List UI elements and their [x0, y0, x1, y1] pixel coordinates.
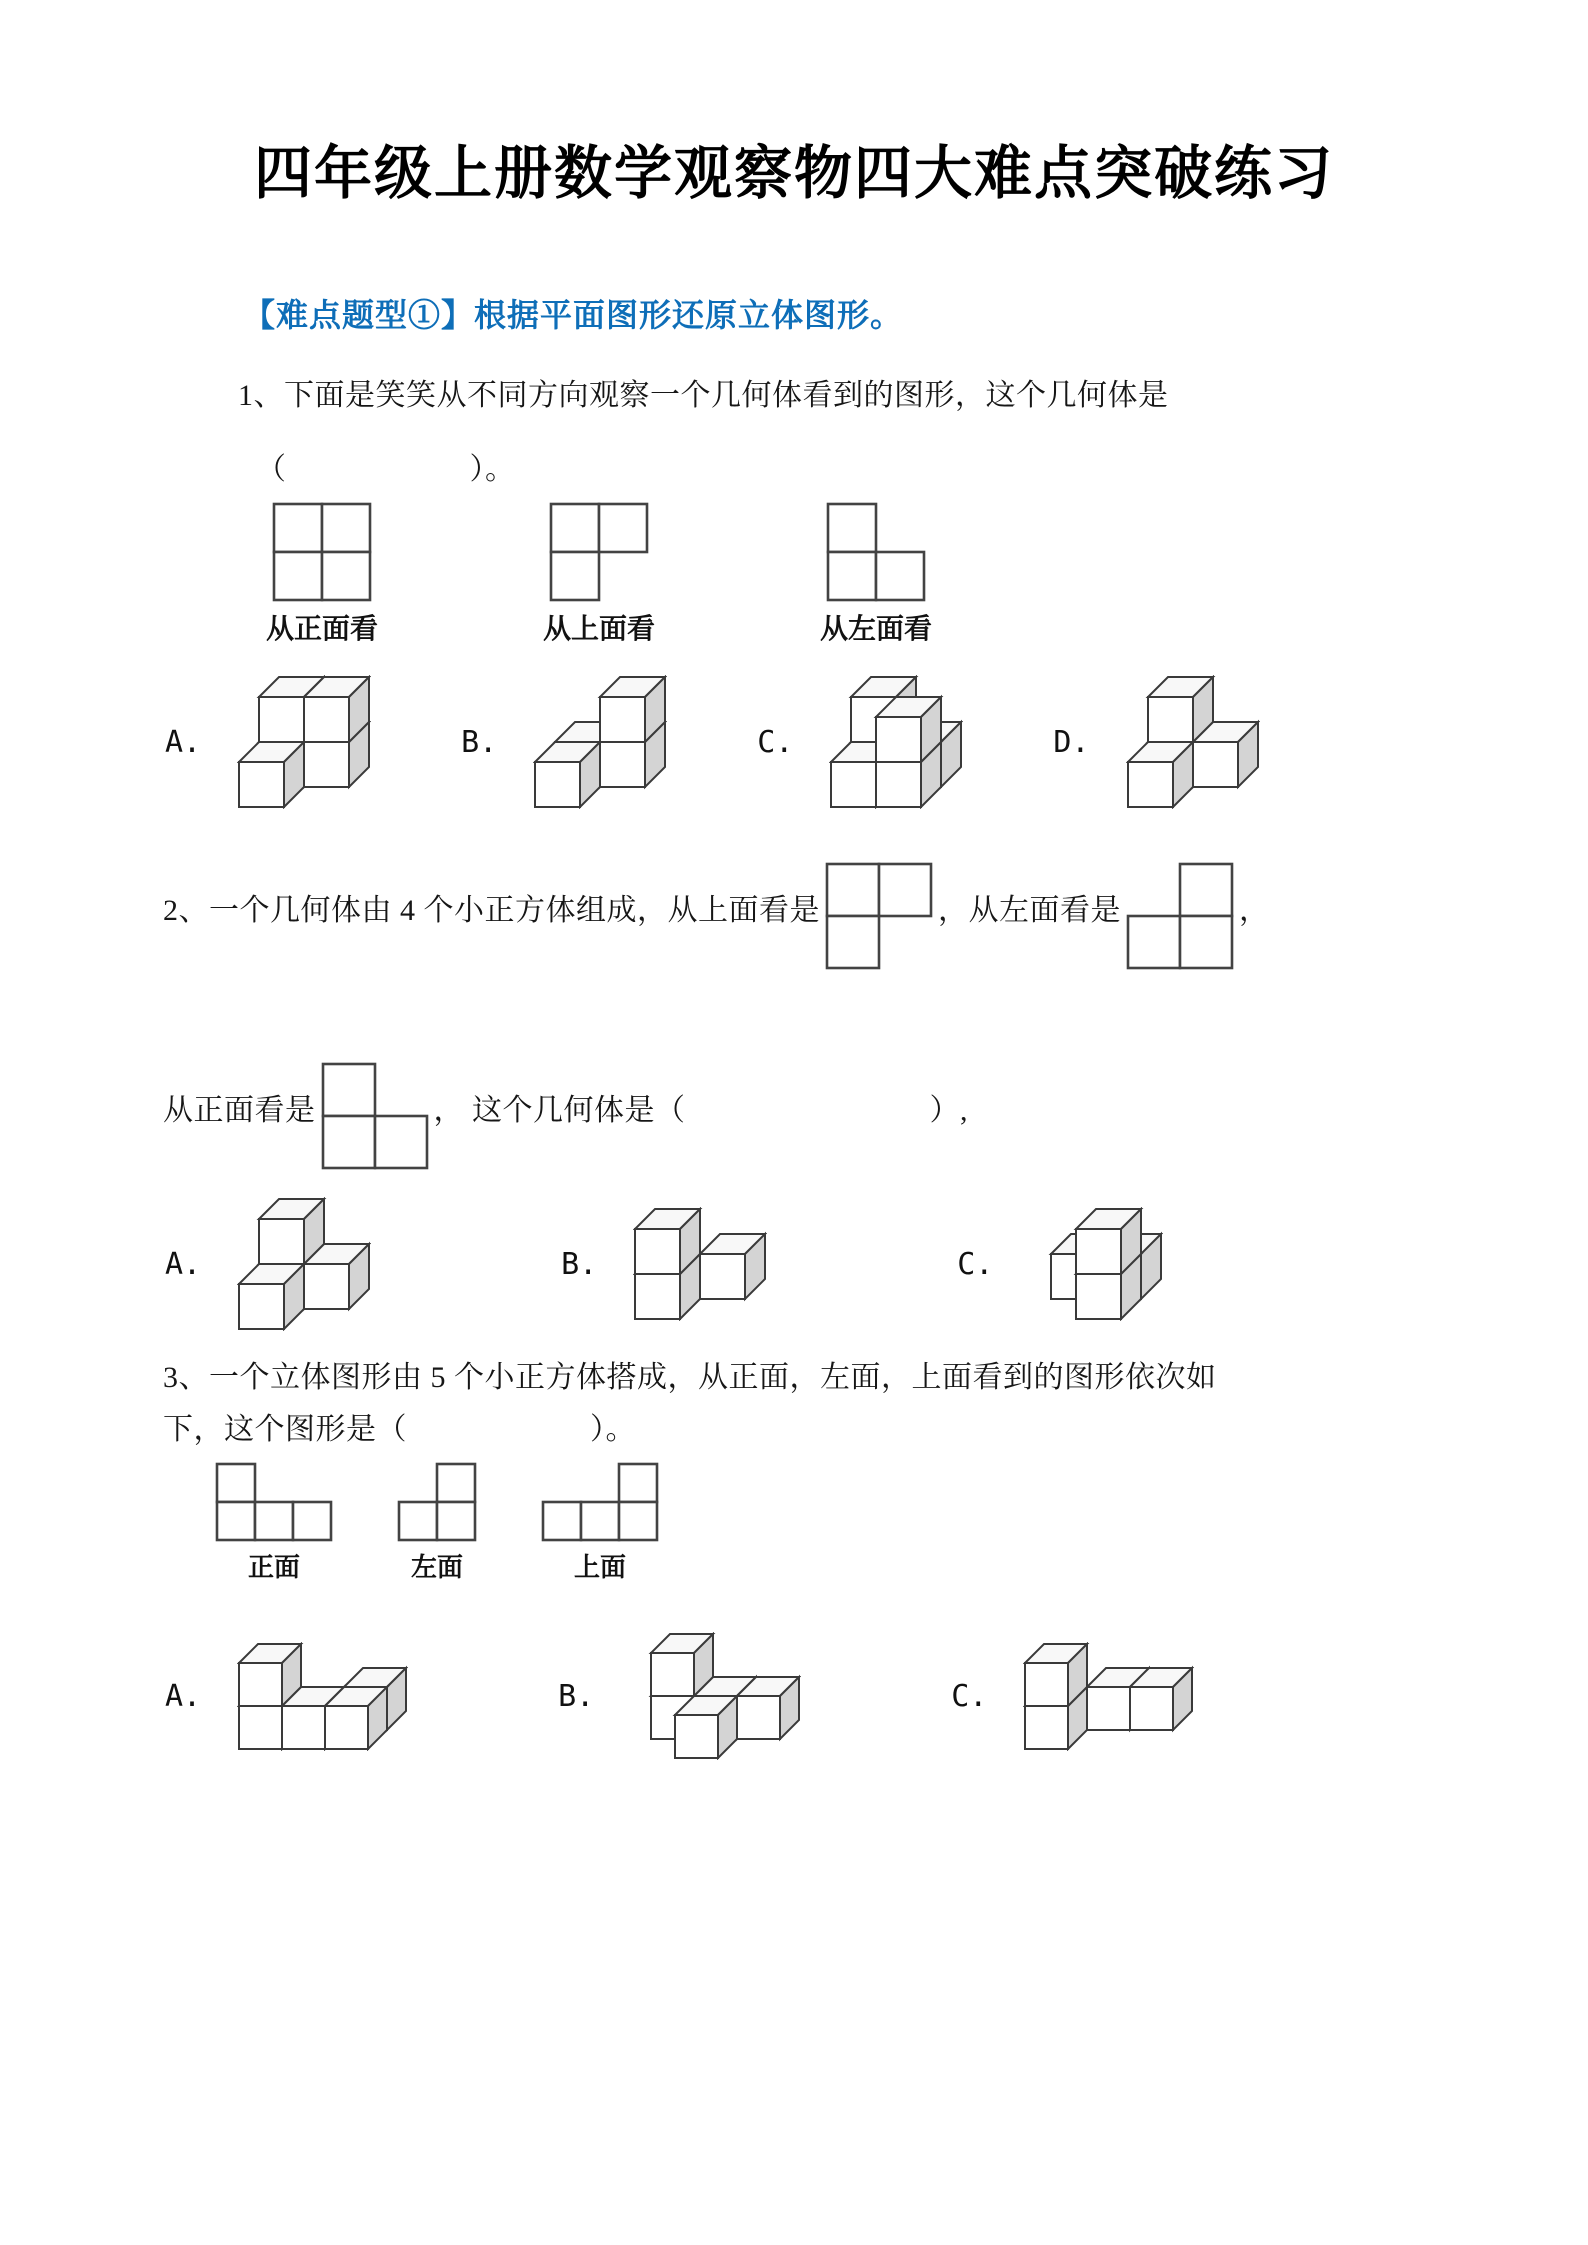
q1-prompt: 1、下面是笑笑从不同方向观察一个几何体看到的图形，这个几何体是 — [238, 379, 1169, 412]
q2-prompt-part-1: 2、一个几何体由 4 个小正方体组成，从上面看是 — [163, 894, 820, 927]
q2-option-c-label: C. — [957, 1246, 994, 1282]
q2-option-b-label: B. — [561, 1246, 598, 1282]
q3-view-left — [397, 1462, 477, 1584]
q3-view-front — [215, 1462, 333, 1584]
q2-prompt-part-2: ，从左面看是 — [938, 894, 1121, 927]
q3-option-a-figure — [237, 1642, 408, 1751]
q1-left-view-label: 从左面看 — [820, 613, 933, 644]
q2-left-view-figure — [1126, 862, 1234, 978]
q1-options-row — [165, 675, 1588, 809]
q3-front-view-figure — [215, 1462, 333, 1542]
q2-options-row — [165, 1197, 1588, 1331]
q1-view-top — [543, 502, 655, 647]
q3-option-c-figure — [1023, 1642, 1194, 1751]
section-heading: 【难点题型①】根据平面图形还原立体图形。 — [243, 297, 904, 333]
q2-prompt-part-5: ， 这个几何体是（ ）, — [433, 1094, 968, 1127]
q3-prompt-line-1: 3、一个立体图形由 5 个小正方体搭成，从正面，左面，上面看到的图形依次如 — [163, 1361, 1217, 1394]
page-title: 四年级上册数学观察物四大难点突破练习 — [253, 141, 1334, 206]
q1-front-view-label: 从正面看 — [266, 613, 379, 644]
q3-left-view-figure — [397, 1462, 477, 1542]
q1-answer-blank: （ ）。 — [256, 453, 516, 486]
q1-option-d-label: D. — [1053, 724, 1090, 760]
q3-option-c-label: C. — [951, 1678, 988, 1714]
q1-option-b — [461, 675, 667, 809]
q2-prompt-part-4: 从正面看是 — [163, 1094, 316, 1127]
q3-option-a-label: A. — [165, 1678, 202, 1714]
q2-option-c-figure — [1029, 1207, 1163, 1321]
q2-option-a-figure — [237, 1197, 371, 1331]
q3-options-row — [165, 1632, 1588, 1760]
q1-option-c — [757, 675, 963, 809]
q1-option-b-label: B. — [461, 724, 498, 760]
q2-front-view-figure — [321, 1062, 429, 1178]
q2-option-b — [561, 1207, 767, 1321]
q1-option-c-label: C. — [757, 724, 794, 760]
q3-front-view-label: 正面 — [247, 1552, 300, 1582]
q3-option-b-label: B. — [558, 1678, 595, 1714]
q1-option-a-label: A. — [165, 724, 202, 760]
q3-view-top — [541, 1462, 659, 1584]
q2-option-b-figure — [633, 1207, 767, 1321]
q2-option-a-label: A. — [165, 1246, 202, 1282]
q1-option-a — [165, 675, 371, 809]
q2-prompt-part-3: ， — [1239, 894, 1270, 927]
q3-option-b-figure — [630, 1632, 801, 1760]
q1-option-c-figure — [829, 675, 963, 809]
q3-views-row — [215, 1462, 1588, 1584]
q1-top-view-figure — [549, 502, 649, 602]
q2-prompt-line-1 — [163, 849, 1588, 965]
q3-prompt-line-2: 下，这个图形是（ ）。 — [163, 1413, 636, 1446]
q1-option-d-figure — [1126, 675, 1260, 809]
q3-option-a — [165, 1642, 408, 1751]
q1-option-d — [1053, 675, 1259, 809]
q3-top-view-label: 上面 — [573, 1552, 626, 1582]
q1-front-view-figure — [272, 502, 372, 602]
q3-left-view-label: 左面 — [410, 1552, 463, 1582]
q2-top-view-figure — [825, 862, 933, 978]
q1-option-b-figure — [533, 675, 667, 809]
q3-option-b — [558, 1632, 801, 1760]
q1-left-view-figure — [826, 502, 926, 602]
q3-option-c — [951, 1642, 1194, 1751]
q1-views-row — [266, 502, 1588, 647]
q3-top-view-figure — [541, 1462, 659, 1542]
q1-view-left — [820, 502, 932, 647]
q1-view-front — [266, 502, 378, 647]
q2-option-a — [165, 1197, 371, 1331]
q1-top-view-label: 从上面看 — [543, 613, 656, 644]
q2-option-c — [957, 1207, 1163, 1321]
q1-option-a-figure — [237, 675, 371, 809]
q2-prompt-line-2 — [163, 1049, 1588, 1165]
